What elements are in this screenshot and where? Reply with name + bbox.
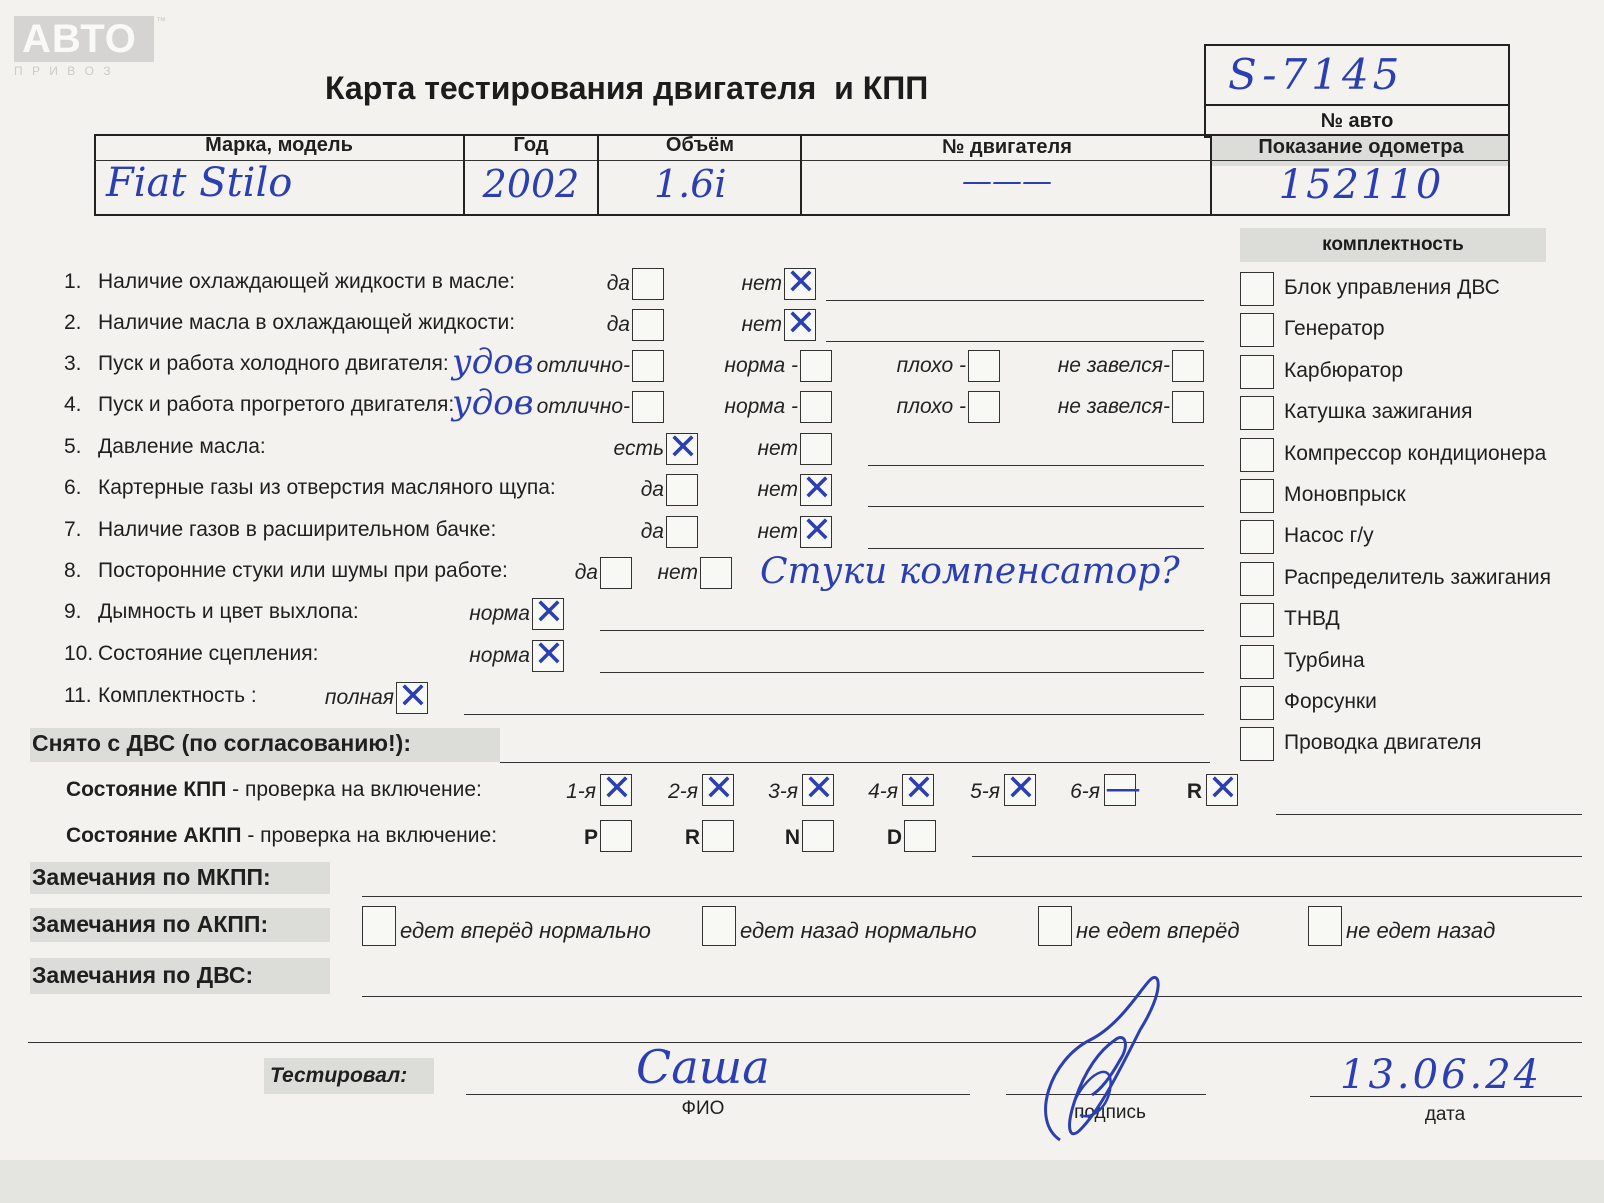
check-3-option-box[interactable] bbox=[632, 350, 664, 382]
manual-gearbox-suffix: - проверка на включение: bbox=[226, 778, 482, 801]
check-10-option-box-mark: ✕ bbox=[533, 634, 565, 675]
manual-gear-box-mark: ✕ bbox=[601, 768, 633, 809]
manual-gear-box[interactable] bbox=[1206, 768, 1239, 809]
check-2-option-box-mark: ✕ bbox=[785, 303, 817, 344]
check-1-number: 1. bbox=[64, 270, 82, 293]
kit-item-checkbox[interactable] bbox=[1240, 603, 1274, 637]
manual-gearbox-label bbox=[66, 778, 482, 802]
check-9-note-line bbox=[600, 630, 1204, 631]
manual-gear-box-mark: ✕ bbox=[703, 768, 735, 809]
check-2-option-label: нет bbox=[741, 313, 782, 336]
akpp-option-label: едет вперёд нормально bbox=[400, 918, 651, 943]
manual-gear-label: R bbox=[1186, 780, 1202, 803]
manual-gear-label: 6-я bbox=[1070, 780, 1100, 803]
check-11-note-line bbox=[464, 714, 1204, 715]
manual-gear-label: 3-я bbox=[768, 780, 798, 803]
auto-gear-box[interactable] bbox=[802, 820, 834, 852]
kit-item-label: Форсунки bbox=[1284, 690, 1377, 713]
check-6-number: 6. bbox=[64, 476, 82, 499]
kit-header: комплектность bbox=[1322, 234, 1464, 255]
akpp-option-checkbox[interactable] bbox=[1038, 906, 1072, 946]
volume-value: 1.6i bbox=[654, 162, 727, 206]
check-10-number: 10. bbox=[64, 642, 94, 665]
kit-item-label: Карбюратор bbox=[1284, 358, 1404, 382]
check-2-text: Наличие масла в охлаждающей жидкости: bbox=[98, 311, 516, 334]
manual-gearbox-title: Состояние КПП bbox=[66, 778, 227, 801]
page-bottom-edge bbox=[0, 1160, 1604, 1203]
auto-number-label: № авто bbox=[1204, 104, 1510, 138]
col-header-volume: Объём bbox=[665, 134, 735, 156]
check-1-option-box-mark: ✕ bbox=[785, 262, 817, 303]
check-4-handwritten-note: удов bbox=[452, 383, 534, 423]
col-header-year: Год bbox=[513, 134, 549, 156]
akpp-option-label: не едет вперёд bbox=[1076, 918, 1240, 943]
manual-gear-box[interactable] bbox=[702, 768, 735, 809]
check-3-option-label: плохо - bbox=[896, 354, 966, 377]
check-4-option-label: отлично- bbox=[536, 395, 630, 418]
check-3-number: 3. bbox=[64, 352, 82, 375]
check-6-option-box-mark: ✕ bbox=[801, 468, 833, 509]
check-1-note-line bbox=[826, 300, 1204, 301]
check-7-number: 7. bbox=[64, 518, 82, 541]
check-1-text: Наличие охлаждающей жидкости в масле: bbox=[98, 270, 516, 293]
akpp-option-checkbox[interactable] bbox=[362, 906, 396, 946]
auto-gearbox-label bbox=[66, 824, 497, 848]
check-5-option-box[interactable] bbox=[666, 427, 699, 468]
check-10-option-label: норма bbox=[469, 644, 530, 667]
check-3-option-box[interactable] bbox=[1172, 350, 1204, 382]
kit-item-label: ТНВД bbox=[1284, 607, 1340, 631]
check-10-note-line bbox=[600, 672, 1204, 673]
check-2-option-label: да bbox=[606, 313, 630, 336]
manual-gear-label: 5-я bbox=[970, 780, 1000, 803]
removed-label: Снято с ДВС (по согласованию!): bbox=[32, 730, 411, 756]
date-caption: дата bbox=[1424, 1104, 1466, 1125]
check-4-number: 4. bbox=[64, 393, 82, 416]
check-7-option-label: нет bbox=[757, 520, 798, 543]
logo-tm: ™ bbox=[156, 16, 166, 27]
check-6-option-label: да bbox=[640, 478, 664, 501]
kit-item-checkbox[interactable] bbox=[1240, 396, 1274, 430]
remarks-dvs-label: Замечания по ДВС: bbox=[32, 962, 254, 988]
remarks-akpp-label: Замечания по АКПП: bbox=[32, 911, 269, 937]
check-7-option-label: да bbox=[640, 520, 664, 543]
check-10-text: Состояние сцепления: bbox=[98, 642, 319, 665]
check-10-option-box[interactable] bbox=[532, 634, 565, 675]
logo bbox=[14, 16, 166, 82]
remarks-mkpp-label: Замечания по МКПП: bbox=[32, 864, 271, 890]
year-value: 2002 bbox=[482, 162, 580, 206]
akpp-option-checkbox[interactable] bbox=[702, 906, 736, 946]
check-6-option-label: нет bbox=[757, 478, 798, 501]
check-8-handwritten-note: Стуки компенсатор? bbox=[760, 551, 1180, 592]
check-4-option-box[interactable] bbox=[968, 391, 1000, 423]
page-title: Карта тестирования двигателя и КПП bbox=[325, 70, 929, 106]
check-2-option-box[interactable] bbox=[632, 309, 664, 341]
check-5-option-label: нет bbox=[757, 437, 798, 460]
check-7-text: Наличие газов в расширительном бачке: bbox=[98, 518, 497, 541]
auto-gear-label: N bbox=[784, 826, 800, 849]
name-caption: ФИО bbox=[681, 1098, 725, 1119]
manual-gear-box[interactable] bbox=[600, 768, 633, 809]
auto-number-value: S-7145 bbox=[1228, 50, 1404, 99]
manual-gear-box[interactable] bbox=[902, 768, 935, 809]
check-11-text: Комплектность : bbox=[98, 684, 257, 707]
kit-item-label: Моновпрыск bbox=[1284, 483, 1406, 506]
check-11-number: 11. bbox=[64, 684, 92, 707]
odometer-value: 152110 bbox=[1278, 162, 1444, 208]
manual-gear-box[interactable] bbox=[802, 768, 835, 809]
col-header-engine-number: № двигателя bbox=[942, 136, 1072, 158]
check-1-option-label: нет bbox=[741, 272, 782, 295]
check-9-option-box[interactable] bbox=[532, 592, 565, 633]
check-11-option-box[interactable] bbox=[396, 676, 429, 717]
manual-gear-box-mark: ✕ bbox=[803, 768, 835, 809]
vehicle-table bbox=[94, 134, 1510, 216]
check-5-option-box[interactable] bbox=[800, 433, 832, 465]
check-3-option-box[interactable] bbox=[800, 350, 832, 382]
check-2-option-box[interactable] bbox=[784, 303, 817, 344]
akpp-option-label: не едет назад bbox=[1346, 918, 1496, 943]
signature-caption: подпись bbox=[1074, 1102, 1146, 1123]
check-7-option-box-mark: ✕ bbox=[801, 510, 833, 551]
check-8-option-label: нет bbox=[657, 561, 698, 584]
check-1-option-label: да bbox=[606, 272, 630, 295]
manual-gear-box[interactable] bbox=[1104, 768, 1141, 809]
kit-item-checkbox[interactable] bbox=[1240, 520, 1274, 554]
akpp-option-checkbox[interactable] bbox=[1308, 906, 1342, 946]
check-4-option-label: плохо - bbox=[896, 395, 966, 418]
check-4-option-label: норма - bbox=[724, 395, 798, 418]
check-6-note-line bbox=[868, 506, 1204, 507]
auto-gearbox-suffix: - проверка на включение: bbox=[241, 824, 498, 847]
kit-item-label: Катушка зажигания bbox=[1284, 400, 1473, 424]
kit-item-checkbox[interactable] bbox=[1240, 686, 1274, 720]
check-5-option-label: есть bbox=[613, 437, 664, 460]
kit-item-checkbox[interactable] bbox=[1240, 313, 1274, 347]
manual-gear-box-mark: ✕ bbox=[903, 768, 935, 809]
manual-gear-box-mark: — bbox=[1105, 768, 1141, 809]
signature-image bbox=[1020, 970, 1190, 1150]
check-1-option-box[interactable] bbox=[784, 262, 817, 303]
manual-gear-box-mark: ✕ bbox=[1207, 768, 1239, 809]
kit-item-checkbox[interactable] bbox=[1240, 438, 1274, 472]
auto-gearbox-title: Состояние АКПП bbox=[66, 824, 242, 847]
kit-item-checkbox[interactable] bbox=[1240, 562, 1274, 596]
tested-by-label: Тестировал: bbox=[270, 1064, 408, 1087]
check-6-text: Картерные газы из отверстия масляного щупа: bbox=[98, 476, 556, 499]
kit-item-label: Компрессор кондиционера bbox=[1284, 441, 1547, 465]
model-value: Fiat Stilo bbox=[106, 160, 293, 206]
check-3-option-label: норма - bbox=[724, 354, 798, 377]
tester-name: Саша bbox=[636, 1040, 770, 1094]
logo-sub-text: П Р И В О З bbox=[14, 64, 114, 78]
kit-item-label: Проводка двигателя bbox=[1284, 731, 1482, 755]
auto-gear-box[interactable] bbox=[600, 820, 632, 852]
col-header-model: Марка, модель bbox=[205, 134, 353, 156]
kit-item-label: Генератор bbox=[1284, 317, 1385, 341]
auto-gear-label: R bbox=[684, 826, 700, 849]
check-5-note-line bbox=[868, 465, 1204, 466]
auto-number-box bbox=[1204, 44, 1510, 106]
auto-gear-label: D bbox=[886, 826, 902, 849]
check-3-text: Пуск и работа холодного двигателя: bbox=[98, 352, 449, 375]
check-9-option-box-mark: ✕ bbox=[533, 592, 565, 633]
check-8-option-box[interactable] bbox=[600, 557, 632, 589]
kit-item-checkbox[interactable] bbox=[1240, 479, 1274, 513]
check-8-option-label: да bbox=[574, 561, 598, 584]
check-7-option-box[interactable] bbox=[666, 516, 698, 548]
auto-gear-label: P bbox=[583, 826, 598, 849]
kit-item-checkbox[interactable] bbox=[1240, 727, 1274, 761]
check-5-option-box-mark: ✕ bbox=[667, 427, 699, 468]
check-6-option-box[interactable] bbox=[666, 474, 698, 506]
auto-gear-box[interactable] bbox=[702, 820, 734, 852]
check-4-option-label: не завелся- bbox=[1057, 395, 1170, 418]
logo-main-text: АВТО bbox=[14, 16, 154, 62]
kit-item-checkbox[interactable] bbox=[1240, 645, 1274, 679]
check-3-option-label: не завелся- bbox=[1057, 354, 1170, 377]
check-2-number: 2. bbox=[64, 311, 82, 334]
check-4-option-box[interactable] bbox=[800, 391, 832, 423]
kit-item-checkbox[interactable] bbox=[1240, 272, 1274, 306]
col-header-odometer: Показание одометра bbox=[1258, 136, 1464, 158]
check-11-option-label: полная bbox=[324, 686, 394, 709]
check-5-text: Давление масла: bbox=[98, 435, 266, 458]
check-8-option-box[interactable] bbox=[700, 557, 732, 589]
check-4-option-box[interactable] bbox=[1172, 391, 1204, 423]
kit-item-checkbox[interactable] bbox=[1240, 355, 1274, 389]
check-9-option-label: норма bbox=[469, 602, 530, 625]
check-1-option-box[interactable] bbox=[632, 268, 664, 300]
check-9-number: 9. bbox=[64, 600, 82, 623]
manual-gear-label: 1-я bbox=[566, 780, 596, 803]
check-9-text: Дымность и цвет выхлопа: bbox=[98, 600, 359, 623]
check-4-text: Пуск и работа прогретого двигателя: bbox=[98, 393, 455, 416]
kit-item-label: Распределитель зажигания bbox=[1284, 565, 1552, 589]
akpp-option-label: едет назад нормально bbox=[740, 918, 977, 943]
manual-gear-box[interactable] bbox=[1004, 768, 1037, 809]
engine-number-value: ——— bbox=[962, 164, 1052, 199]
kit-item-label: Насос г/у bbox=[1284, 524, 1374, 548]
check-3-option-box[interactable] bbox=[968, 350, 1000, 382]
check-8-text: Посторонние стуки или шумы при работе: bbox=[98, 559, 508, 582]
check-5-number: 5. bbox=[64, 435, 82, 458]
manual-gear-label: 2-я bbox=[668, 780, 698, 803]
check-8-number: 8. bbox=[64, 559, 82, 582]
check-11-option-box-mark: ✕ bbox=[397, 676, 429, 717]
kit-item-label: Турбина bbox=[1284, 648, 1365, 672]
check-4-option-box[interactable] bbox=[632, 391, 664, 423]
auto-gear-box[interactable] bbox=[904, 820, 936, 852]
kit-item-label: Блок управления ДВС bbox=[1284, 276, 1500, 299]
check-2-note-line bbox=[826, 341, 1204, 342]
manual-gear-box-mark: ✕ bbox=[1005, 768, 1037, 809]
check-6-option-box[interactable] bbox=[800, 468, 833, 509]
check-3-handwritten-note: удов bbox=[452, 342, 534, 382]
manual-gear-label: 4-я bbox=[868, 780, 898, 803]
check-7-note-line bbox=[868, 548, 1204, 549]
check-3-option-label: отлично- bbox=[536, 354, 630, 377]
date-value: 13.06.24 bbox=[1340, 1052, 1543, 1098]
check-7-option-box[interactable] bbox=[800, 510, 833, 551]
